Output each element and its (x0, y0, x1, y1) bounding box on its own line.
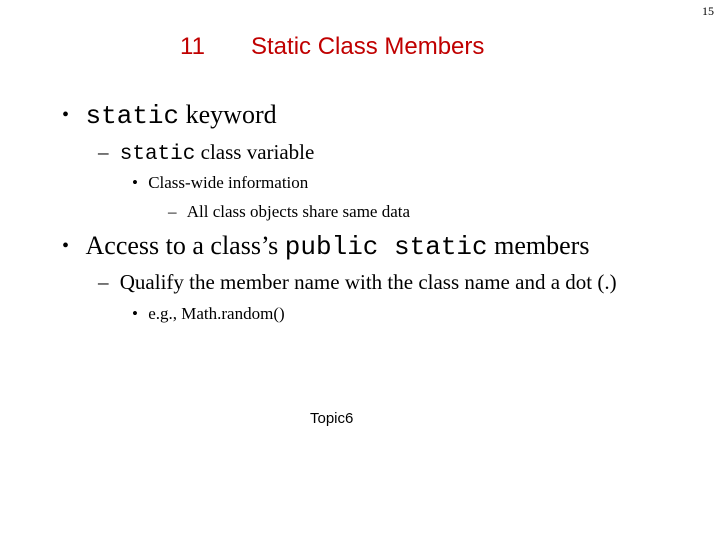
bullet-marker: • (62, 235, 70, 257)
bullet-text: keyword (179, 100, 277, 129)
section-number: 11 (180, 33, 205, 60)
title-text: Static Class Members (251, 33, 485, 60)
code-public-static: public static (284, 232, 488, 262)
bullet-marker: • (132, 173, 138, 192)
bullet-static-keyword (62, 100, 277, 131)
sub-bullet-class-wide-info (132, 173, 308, 193)
sub-bullet-share-data (168, 202, 410, 222)
footer-topic: Topic6 (310, 410, 354, 427)
bullet-text: class variable (195, 140, 315, 164)
code-static: static (119, 143, 196, 166)
bullet-text: Qualify the member name with the class name and a dot (.) (119, 270, 617, 294)
dash-marker: – (98, 270, 109, 294)
bullet-text: e.g., Math.random() (148, 304, 285, 323)
bullet-text: Access to a class’s (85, 231, 285, 260)
bullet-access-members (62, 231, 589, 262)
sub-bullet-class-variable (98, 140, 314, 166)
dash-marker: – (168, 202, 177, 221)
sub-bullet-qualify (98, 270, 617, 295)
bullet-marker: • (62, 104, 70, 126)
bullet-text: members (487, 231, 590, 260)
page-number: 15 (702, 4, 714, 18)
bullet-text: All class objects share same data (186, 202, 411, 221)
slide-title (0, 33, 720, 69)
code-static: static (85, 101, 180, 131)
dash-marker: – (98, 140, 109, 164)
bullet-text: Class-wide information (148, 173, 309, 192)
sub-bullet-example (132, 304, 285, 324)
bullet-marker: • (132, 304, 138, 323)
